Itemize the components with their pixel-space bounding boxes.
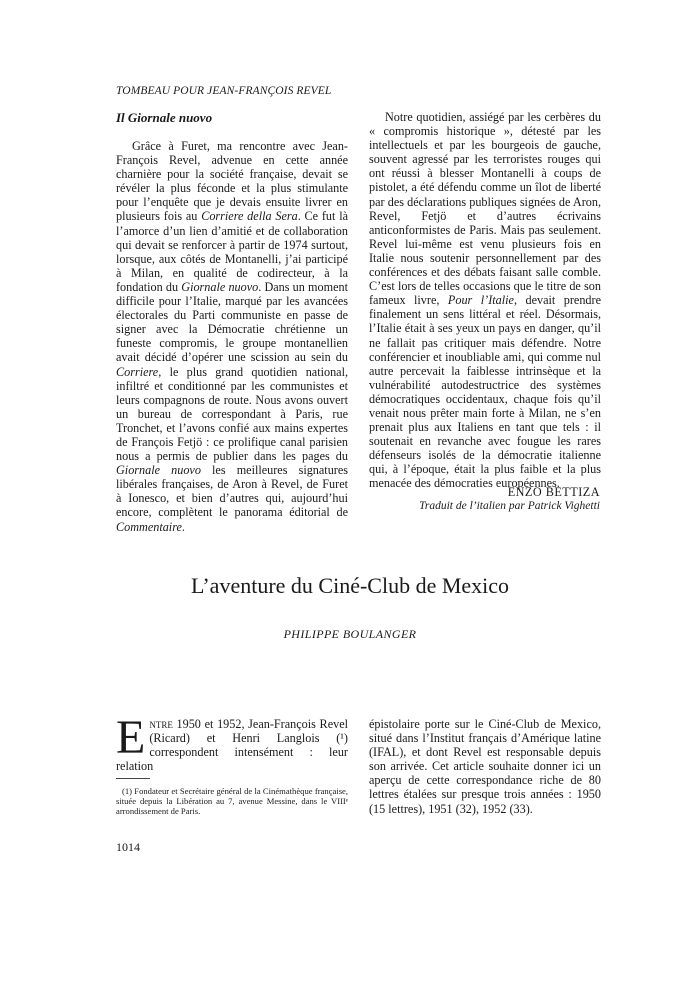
left-column-text [116, 139, 348, 534]
article-author: PHILIPPE BOULANGER [283, 627, 417, 641]
translator-credit: Traduit de l’italien par Patrick Vighetti [419, 500, 600, 512]
signature-author: ENZO BETTIZA [507, 485, 600, 499]
italic-title: Corriere [116, 364, 159, 379]
footnote-rule [116, 778, 150, 779]
italic-title: Pour l’Italie [447, 293, 514, 308]
text-run: . Ce fut là l’amorce d’un lien d’amitié et de collaboration qui devait se renforcer à partir de 1974 surtout, lorsque, aux côtés de Montanelli, j’ai participé à Milan, en qualité de codirecteur, à la fondation du [116, 209, 349, 294]
intro-continuation: épistolaire porte sur le Ciné-Club de Mexico, situé dans l’Institut français d’Amérique latine (IFAL), et dont Revel est responsable depuis son arrivée. Cet article souhaite donner ici un aperçu de cette correspondance riche de 80 lettres étalées sur presque trois années : 1950 (15 lettres), 1951 (32), 1952 (33). [369, 717, 601, 816]
right-column-text [369, 110, 601, 491]
intro-text: 1950 et 1952, Jean-François Revel (Ricard) et Henri Langlois (¹) correspondent intensément : leur relation [116, 717, 348, 774]
text-run: Grâce à Furet, ma rencontre avec Jean-François Revel, advenue en cette année charnière pour la société française, devait se révéler la plus féconde et la plus stimulante pour l’enquête que je devais ensuite livrer en plusieurs fois au [116, 139, 348, 224]
left-column-paragraph [116, 139, 348, 534]
text-run: , devait prendre finalement un sens littéral et réel. Désormais, l’Italie était à ses yeux un pays en danger, qu’il ne fallait pas critiquer mais défendre. Notre conférencier et inoubliable ami, qui comme nul autre percevait la faiblesse intrinsèque et la vulnérabilité autodestructrice des systèmes démocratiques occidentaux, chaque fois qu’il venait nous prêter main forte à Milan, ne s’en prenait plus aux Italiens en tant que tels : il soutenait en revanche avec fougue les rares défenseurs isolés de la démocratie italienne qui, à l’époque, était la plus faible et la plus menacée des démocraties européennes. [369, 293, 601, 491]
text-run: . Dans un moment difficile pour l’Italie, marqué par les avancées électorales du Parti communiste en passe de signer avec la Démocratie chrétienne un funeste compromis, le groupe montanellien avait décidé d’opérer une scission au sein du [116, 279, 348, 365]
right-column-paragraph [369, 110, 601, 491]
drop-cap: E [116, 711, 146, 764]
text-run: . [181, 519, 185, 534]
intro-right-column [369, 717, 601, 816]
section-title: Il Giornale nuovo [116, 110, 213, 125]
italic-title: Giornale nuovo [181, 279, 259, 294]
intro-left-column [116, 711, 348, 774]
footnote [116, 786, 348, 816]
text-run: Notre quotidien, assiégé par les cerbères du « compromis historique », détesté par les intellectuels et par les bourgeois de gauche, souvent agressé par les terroristes rouges qui ont réussi à blesser Montanelli à coups de pistolet, a été défendu comme un îlot de liberté par des déclarations publiques signées de Aron, Revel, Fetjö et d’autres écrivains anticonformistes de Paris. Mais pas seulement. Revel lui-même est venu plusieurs fois en Italie nous soutenir personnellement par des conférences et des débats faisant salle comble. C’est lors de telles occasions que le titre de son fameux livre, [369, 110, 601, 308]
signature-block [419, 485, 600, 513]
page-number: 1014 [116, 840, 140, 854]
italic-title: Corriere della Sera [201, 209, 298, 224]
italic-title: Giornale nuovo [116, 463, 201, 478]
intro-paragraph [116, 711, 348, 774]
footnote-text: (1) Fondateur et Secrétaire général de la Cinémathèque française, située depuis la Libération au 7, avenue Messine, dans le VIIIᵉ arrondissement de Paris. [116, 786, 348, 816]
running-head: TOMBEAU POUR JEAN-FRANÇOIS REVEL [116, 85, 332, 97]
italic-title: Commentaire [116, 519, 182, 534]
text-run: les meilleures signatures libérales françaises, de Aron à Revel, de Furet à Ionesco, et bien d’autres qui, aujourd’hui encore, complètent le panorama éditorial de [116, 463, 349, 520]
text-run: , le plus grand quotidien national, infiltré et conditionné par les communistes et leurs compagnons de route. Nous avons ouvert un bureau de correspondant à Paris, rue Tronchet, et l’avons confié aux mains expertes de François Fetjö : ce prolifique canal parisien nous a permis de publier dans les pages du [116, 364, 348, 464]
article-title: L’aventure du Ciné-Club de Mexico [190, 573, 510, 598]
lead-smallcaps: ntre [149, 717, 173, 731]
